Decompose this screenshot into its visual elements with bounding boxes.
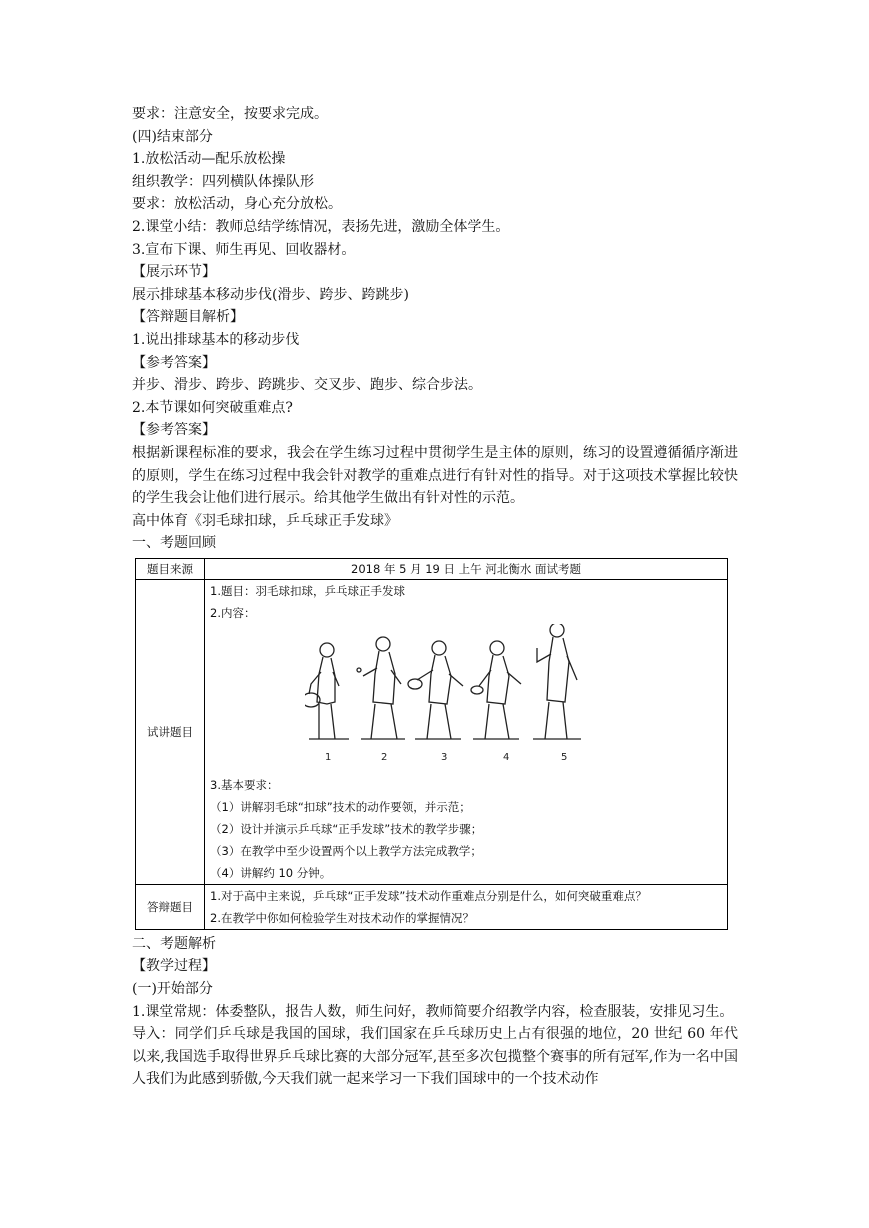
section-heading: 【参考答案】 (132, 354, 216, 371)
requirement-line: （2）设计并演示乒乓球“正手发球”技术的教学步骤； (210, 821, 483, 836)
text-line: 组织教学：四列横队体操队形 (132, 173, 314, 190)
exam-table (135, 558, 728, 930)
figure-number: 3 (441, 751, 448, 763)
source-label: 题目来源 (136, 558, 205, 579)
section-heading: 【参考答案】 (132, 422, 216, 439)
text-line: 3.宣布下课、师生再见、回收器材。 (132, 241, 356, 258)
defense-label: 答辩题目 (136, 884, 205, 929)
defense-content (205, 884, 728, 929)
lesson-title: 高中体育《羽毛球扣球，乒乓球正手发球》 (132, 512, 398, 529)
player-figure-4 (471, 641, 521, 739)
routine-paragraph: 1.课堂常规：体委整队，报告人数，师生问好，教师简要介绍教学内容，检查服装，安排见习生。 (132, 1003, 734, 1020)
defense-question: 2.在教学中你如何检验学生对技术动作的掌握情况？ (210, 910, 474, 925)
section-heading: 【教学过程】 (132, 958, 216, 975)
text-line: 并步、滑步、跨步、跨跳步、交叉步、跑步、综合步法。 (132, 377, 482, 394)
player-figure-3 (408, 641, 463, 739)
section-heading: (一)开始部分 (132, 981, 213, 998)
trial-label: 试讲题目 (136, 579, 205, 884)
section-heading: 【答辩题目解析】 (132, 309, 244, 326)
requirement-line: （4）讲解约 10 分钟。 (210, 865, 332, 880)
text-line: 要求：放松活动，身心充分放松。 (132, 196, 342, 213)
text-line: 1.放松活动—配乐放松操 (132, 151, 286, 168)
serve-sequence-figure (205, 624, 727, 774)
trial-line: 1.题目：羽毛球扣球，乒乓球正手发球 (210, 583, 405, 598)
requirement-line: （1）讲解羽毛球“扣球”技术的动作要领，并示范； (210, 799, 471, 814)
figure-number: 1 (325, 751, 332, 763)
serve-sequence-illustration (305, 624, 605, 774)
figure-number: 4 (503, 751, 510, 763)
defense-question: 1.对于高中主来说，乒乓球“正手发球”技术动作重难点分别是什么，如何突破重难点？ (210, 888, 647, 903)
trial-content (205, 579, 728, 884)
player-figure-5 (533, 624, 581, 739)
trial-line: 2.内容： (210, 605, 256, 620)
section-heading: 二、考题解析 (132, 935, 216, 952)
figure-number: 2 (381, 751, 388, 763)
text-line: 展示排球基本移动步伐(滑步、跨步、跨跳步) (132, 286, 409, 303)
section-heading: (四)结束部分 (132, 128, 213, 145)
requirement-line: （3）在教学中至少设置两个以上教学方法完成教学； (210, 843, 482, 858)
player-figure-1 (305, 643, 349, 739)
intro-paragraph: 导入：同学们乒乓球是我国的国球，我们国家在乒乓球历史上占有很强的地位，20 世纪 60 年代以来,我国选手取得世界乒乓球比赛的大部分冠军,甚至多次包揽整个赛事的所有冠军,作为一名中国人我们为此感到骄傲,今天我们就一起来学习一下我们国球中的一个技术动作 (132, 1026, 738, 1088)
text-line: 1.说出排球基本的移动步伐 (132, 331, 300, 348)
player-figure-2 (357, 637, 405, 739)
text-line: 2.本节课如何突破重难点? (132, 399, 293, 416)
text-line: 要求：注意安全，按要求完成。 (132, 106, 328, 122)
figure-number: 5 (561, 751, 568, 763)
source-value: 2018 年 5 月 19 日 上午 河北衡水 面试考题 (205, 558, 728, 579)
section-heading: 一、考题回顾 (132, 535, 216, 552)
requirement-line: 3.基本要求： (210, 777, 279, 792)
answer-paragraph: 根据新课程标准的要求，我会在学生练习过程中贯彻学生是主体的原则，练习的设置遵循循序渐进的原则，学生在练习过程中我会针对教学的重难点进行有针对性的指导。对于这项技术掌握比较快的学生我会让他们进行展示。给其他学生做出有针对性的示范。 (132, 444, 738, 507)
text-line: 2.课堂小结：教师总结学练情况，表扬先进，激励全体学生。 (132, 218, 510, 235)
section-heading: 【展示环节】 (132, 264, 216, 281)
document-page (132, 103, 738, 1091)
